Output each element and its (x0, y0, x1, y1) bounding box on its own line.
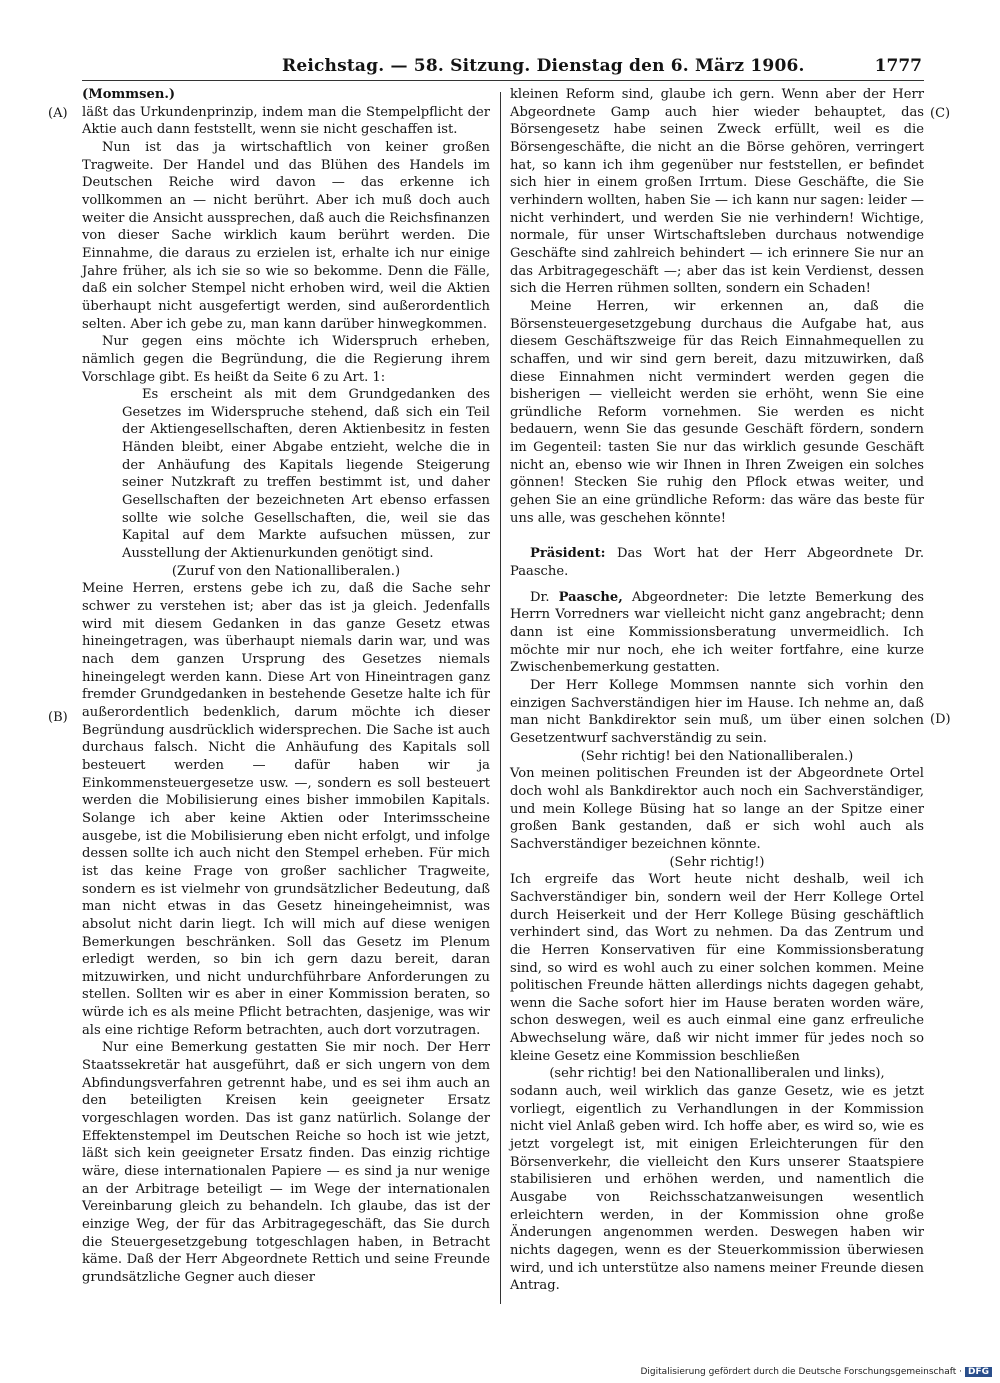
president-paragraph (510, 545, 924, 580)
paragraph: Ich ergreife das Wort heute nicht deshalb, weil ich Sachverständiger bin, sondern weil der Herr Kollege Ortel durch Heiserkeit und der Herr Kollege Büsing geschäftlich verhindert sind, das Wort zu nehmen. Da das Zentrum und die Herren Konservativen für eine Kommissionsberatung sind, so wird es wohl auch zu einer solchen kommen. Meine politischen Freunde hätten allerdings nichts dagegen gehabt, wenn die Sache sofort hier im Hause beraten worden wäre, schon deswegen, weil es auch einmal eine ganz erfreuliche Abwechselung wäre, daß wir nicht immer für jedes noch so kleine Gesetz eine Kommission beschließen (510, 872, 924, 1064)
block-quote: Es erscheint als mit dem Grundgedanken des Gesetzes im Widerspruche stehend, daß sich ein Teil der Aktiengesellschaften, deren Aktienbesitz in festen Händen bleibt, einer Abgabe entzieht, welche die in der Anhäufung des Kapitals liegende Steigerung seiner Nutzkraft zu treffen bestimmt ist, und daher Gesellschaften der bezeichneten Art ebenso erfassen sollte wie solche Gesellschaften, die, weil sie das Kapital auf dem Markte aufsuchen müssen, zur Ausstellung der Aktienurkunden genötigt sind. (122, 387, 490, 562)
paasche-paragraph (510, 589, 924, 677)
president-text: Das Wort hat der Herr Abgeordnete Dr. Paasche. (510, 546, 924, 580)
president-speaker: Präsident: (530, 546, 606, 562)
margin-mark-d: (D) (930, 712, 951, 727)
page-number: 1777 (874, 56, 922, 76)
paasche-text: Die letzte Bemerkung des Herrn Vorredners war vielleicht nicht ganz angebracht; denn dann ist eine Kommissionsberatung unvermeidlich. Ich möchte mir nur noch, ehe ich weiter fortfahre, eine kurze Zwischenbemerkung gestatten. (510, 589, 924, 676)
paragraph: Meine Herren, wir erkennen an, daß die Börsensteuergesetzgebung durchaus die Aufgabe hat, aus diesem Geschäftszweige für das Reich Einnahmequellen zu schaffen, und wir sind gern bereit, dazu mitzuwirken, daß diese Einnahmen nicht vermindert werden gegen die bisherigen — vielleicht werden sie erhöht, wenn Sie eine gründliche Reform vornehmen. Sie werden es nicht bedauern, wenn Sie das gesunde Geschäft fördern, sondern im Gegenteil: tasten Sie nur das wirklich gesunde Geschäft nicht an, ebenso wie wir Ihnen in Ihren Zweigen ein solches gönnen! Stecken Sie ruhig den Pflock etwas weiter, und gehen Sie an eine gründliche Reform: das wäre das beste für uns alle, was geschehen könnte! (510, 298, 924, 526)
paragraph: läßt das Urkundenprinzip, indem man die Stempelpflicht der Aktie auch dann feststellt, wenn sie nicht geschaffen ist. (82, 104, 490, 138)
paragraph: Der Herr Kollege Mommsen nannte sich vorhin den einzigen Sachverständigen hier im Hause. Ich nehme an, daß man nicht Bankdirektor sein muß, um über einen solchen Gesetzentwurf sachverständig zu sein. (510, 678, 924, 746)
paragraph: Meine Herren, erstens gebe ich zu, daß die Sache sehr schwer zu verstehen ist; aber das ist ja gleich. Jedenfalls wird mit diesem Gedanken in das ganze Gesetz etwas hineingetragen, was überhaupt niemals darin war, und was nach dem ganzen Ursprung des Gesetzes niemals hineingelegt werden kann. Diese Art von Hineintragen ganz fremder Grundgedanken in bestehende Gesetze halte ich für außerordentlich bedenklich, darum möchte ich dieser Begründung ausdrücklich widersprechen. Die Sache ist auch durchaus falsch. Nicht die Anhäufung des Kapitals soll besteuert werden — dafür haben wir ja Einkommensteuergesetze usw. —, sondern es soll besteuert werden die Mobilisierung eines bisher immobilen Kapitals. Solange ich aber keine Aktien oder Interimsscheine ausgebe, ist die Mobilisierung eben nicht erfolgt, und infolge dessen sollte ich auch nicht den Stempel erheben. Für mich ist das keine Frage von großer sachlicher Tragweite, sondern es ist vielmehr von grundsätzlicher Bedeutung, daß man nicht etwas in das Gesetz hineingeheimnist, was absolut nicht darin liegt. Ich will mich auf diese wenigen Bemerkungen beschränken. Soll das Gesetz im Plenum erledigt werden, so bin ich gern dazu bereit, daran mitzuwirken, und nicht undurchführbare Anforderungen zu stellen. Sollten wir es aber in einer Kommission beraten, so würde ich es als meine Pflicht betrachten, dasjenige, was wir als eine richtige Reform betrachten, auch dort vorzutragen. (82, 581, 490, 1038)
interjection: (Sehr richtig!) (669, 854, 765, 870)
footer-text: Digitalisierung gefördert durch die Deutsche Forschungsgemeinschaft · (640, 1367, 962, 1377)
paragraph: Nun ist das ja wirtschaftlich von keiner großen Tragweite. Der Handel und das Blühen des Handels im Deutschen Reiche wird davon — das erkenne ich vollkommen an — nicht berührt. Aber ich muß doch auch weiter die Ansicht aussprechen, daß auch die Reichsfinanzen von dieser Sache wirklich kaum berührt werden. Die Einnahme, die daraus zu erzielen ist, erhalte ich nur einige Jahre früher, als ich sie so wie so bekomme. Denn die Fälle, daß ein solcher Stempel nicht erhoben wird, weil die Aktien überhaupt nicht ausgefertigt werden, sind außerordentlich selten. Aber ich gebe zu, man kann darüber hinwegkommen. (82, 139, 490, 332)
paragraph: Nur gegen eins möchte ich Widerspruch erheben, nämlich gegen die Begründung, die die Regierung ihrem Vorschlage gibt. Es heißt da Seite 6 zu Art. 1: (82, 334, 490, 385)
interjection: (Zuruf von den Nationalliberalen.) (171, 563, 401, 579)
paragraph: Nur eine Bemerkung gestatten Sie mir noch. Der Herr Staatssekretär hat ausgeführt, daß er sich ungern von dem Abfindungsverfahren getrennt habe, und es sei ihm auch an den beteiligten Kreisen kein geeigneter Ersatz vorgeschlagen worden. Das ist ganz natürlich. Solange der Effektenstempel im Deutschen Reiche so hoch ist wie jetzt, läßt sich kein geeigneter Ersatz finden. Das einzig richtige wäre, diese internationalen Papiere — es sind ja nur wenige an der Arbitrage beteiligt — im Wege der internationalen Vereinbarung gleich zu behandeln. Ich glaube, das ist der einzige Weg, der für das Arbitragegeschäft, das Sie durch die Steuergesetzgebung totgeschlagen haben, in Betracht käme. Daß der Herr Abgeordnete Rettich und seine Freunde grundsätzliche Gegner auch dieser (82, 1040, 490, 1285)
dfg-logo: DFG (965, 1367, 992, 1377)
margin-mark-b: (B) (48, 710, 68, 725)
header-rule (82, 80, 924, 81)
interjection: (sehr richtig! bei den Nationalliberalen und links), (549, 1066, 885, 1082)
paasche-speaker: Paasche, (558, 589, 623, 605)
paragraph: Von meinen politischen Freunden ist der Abgeordnete Ortel doch wohl als Bankdirektor auch noch ein Sachverständiger, und mein Kollege Büsing hat so lange an der Spitze einer großen Bank gestanden, daß er sich wohl auch als Sachverständiger bezeichnen könnte. (510, 766, 924, 852)
paragraph: kleinen Reform sind, glaube ich gern. Wenn aber der Herr Abgeordnete Gamp auch hier wieder behauptet, das Börsengesetz habe seinen Zweck erfüllt, weil es die Börsengeschäfte, die nicht an die Börse gehören, verringert hat, so kann ich ihm gegenüber nur feststellen, er befindet sich hier in einem großen Irrtum. Diese Geschäfte, die Sie verhindern wollten, haben Sie — ich kann nur sagen: leider — nicht verhindert, und werden Sie nie verhindern! Wichtige, normale, für unser Wirtschaftsleben durchaus notwendige Geschäfte sind zahlreich behindert — ich erinnere Sie nur an das Arbitragegeschäft —; aber das ist kein Verdienst, dessen sich die Herren rühmen sollten, sondern ein Schaden! (510, 87, 924, 297)
margin-mark-a: (A) (48, 106, 68, 121)
right-column (510, 86, 924, 1295)
header-title: Reichstag. — 58. Sitzung. Dienstag den 6. März 1906. (282, 56, 805, 76)
margin-mark-c: (C) (930, 106, 951, 121)
paasche-title: Dr. (530, 589, 550, 605)
paragraph: sodann auch, weil wirklich das ganze Gesetz, wie es jetzt vorliegt, eigentlich zu Verhandlungen in der Kommission nicht viel Anlaß geben wird. Ich hoffe aber, es wird so, wie es jetzt vorgelegt ist, mit einigen Erleichterungen für den Börsenverkehr, die vielleicht den Kurs unserer Staatspiere stabilisieren und erhöhen werden, und namentlich die Ausgabe von Reichsschatzanweisungen wesentlich erleichtern werden, in der Kommission ohne große Änderungen angenommen werden. Deswegen haben wir nichts dagegen, wenn es der Steuerkommission überwiesen wird, und ich unterstütze also namens meiner Freunde diesen Antrag. (510, 1084, 924, 1294)
speaker-label: (Mommsen.) (82, 87, 176, 102)
paasche-role: Abgeordneter: (631, 589, 729, 605)
interjection: (Sehr richtig! bei den Nationalliberalen.) (580, 748, 854, 764)
left-column (82, 86, 490, 1287)
digitization-footer (641, 1367, 993, 1377)
page-header (82, 56, 922, 80)
column-divider (500, 92, 501, 1304)
